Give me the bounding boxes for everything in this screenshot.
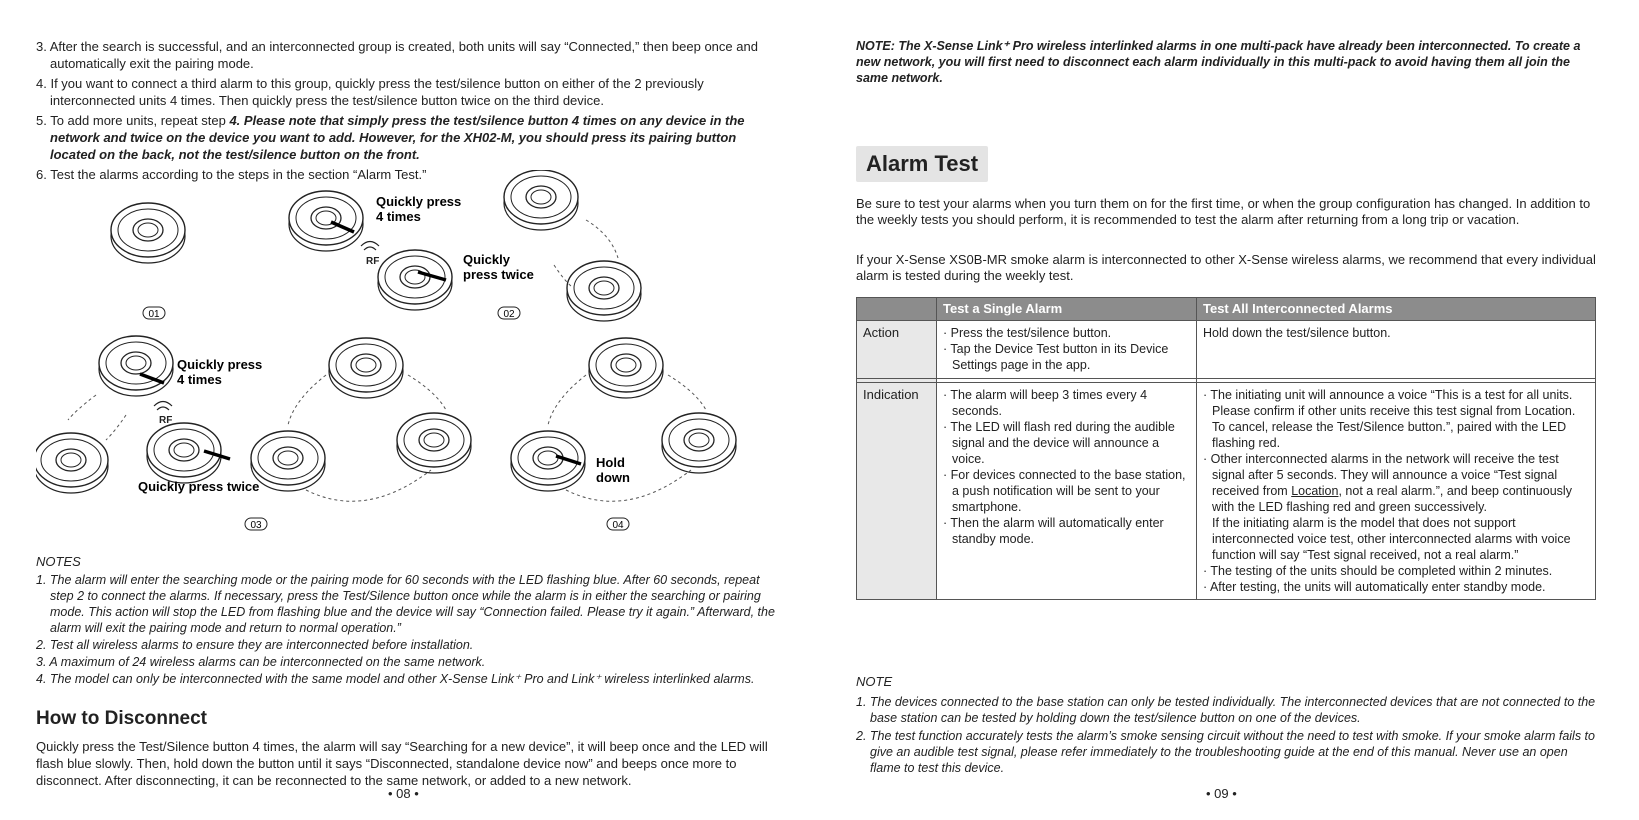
note-item: 1. The devices connected to the base station can only be tested individually. The interconnected devices that are not connected to the base station can be tested by holding down the test/silence button on one of the devices.	[856, 695, 1596, 725]
right-notes	[856, 674, 1596, 778]
step-number-03	[245, 518, 267, 531]
svg-text:RF: RF	[159, 415, 173, 426]
table-row-indication	[857, 383, 1596, 600]
note-item: 1. The alarm will enter the searching mode or the pairing mode for 60 seconds with the LED flashing blue. After 60 seconds, repeat step 2 to connect the alarms. If necessary, press the Test/Silence button once while the alarm is in either the searching or pairing mode. This action will stop the LED from flashing blue and the device will say “Connection failed. Please try it again.” Afterward, the alarm will exit the pairing mode and return to normal operation.”	[36, 573, 775, 635]
step-number-02	[498, 307, 520, 320]
alarm-unit	[589, 338, 663, 398]
indication-single-item: · The LED will flash red during the audible signal and the device will announce a voice.	[943, 420, 1175, 466]
indication-all-item: If the initiating alarm is the model that does not support interconnected voice test, other interconnected alarms with voice function will say “Test signal received, not a real alarm.”	[1212, 516, 1571, 562]
table-header-blank	[857, 298, 937, 321]
connection-dashed-line	[548, 375, 586, 425]
indication-all-item: · After testing, the units will automatically enter standby mode.	[1203, 580, 1546, 594]
label-press-twice: press twice	[463, 267, 534, 282]
connection-dashed-line	[586, 220, 618, 258]
action-single-item: · Press the test/silence button.	[943, 326, 1112, 340]
svg-text:01: 01	[148, 309, 160, 320]
indication-single-item: · The alarm will beep 3 times every 4 seconds.	[943, 388, 1148, 418]
step-number-04	[607, 518, 629, 531]
right-page	[856, 0, 1596, 800]
note-item: 3. A maximum of 24 wireless alarms can be interconnected on the same network.	[36, 655, 486, 669]
label-4-times: 4 times	[376, 209, 421, 224]
alarm-test-interconnected: If your X-Sense XS0B-MR smoke alarm is interconnected to other X-Sense wireless alarms, we recommend that every individual alarm is tested during the weekly test.	[856, 252, 1596, 283]
note-item: 2. The test function accurately tests the alarm’s smoke sensing circuit without the need to test with smoke. If your smoke alarm fails to give an audible test signal, please refer immediately to the troubleshooting guide at the end of this manual. Never use an open flame to test this device.	[856, 729, 1595, 775]
indication-all-cell	[1197, 383, 1596, 600]
step-number-01	[143, 307, 165, 320]
alarm-test-table	[856, 297, 1596, 600]
note-item: 4. The model can only be interconnected with the same model and other X-Sense Link⁺ Pro and Link⁺ wireless interlinked alarms.	[36, 672, 755, 686]
label-quickly-press-twice: Quickly press twice	[138, 479, 260, 494]
pairing-steps	[36, 38, 776, 186]
table-row-action	[857, 321, 1596, 379]
table-header-all: Test All Interconnected Alarms	[1197, 298, 1596, 321]
step-5-text: 5. To add more units, repeat step	[36, 113, 230, 128]
alarm-test-heading: Alarm Test	[856, 146, 988, 182]
step-6: 6. Test the alarms according to the steps in the section “Alarm Test.”	[36, 167, 427, 182]
how-to-disconnect-heading: How to Disconnect	[36, 708, 208, 729]
alarm-unit	[36, 433, 108, 493]
indication-all-2a: · Other interconnected alarms in the network will receive the test signal after 5 seconds. They will announce a voice “Test signal received from	[1203, 452, 1559, 498]
indication-all-item: · The initiating unit will announce a voice “This is a test for all units. Please confirm if other units receive this test signal from Location. To cancel, release the Test/Silence button.”, paired with the LED flashing red.	[1203, 388, 1576, 450]
alarm-unit	[567, 261, 641, 321]
label-quickly-press-4: Quickly press	[376, 194, 462, 209]
rf-signal-icon	[361, 242, 379, 268]
indication-all-2b: , not a real alarm.”, and beep continuously with the LED flashing red and green successively.	[1212, 484, 1572, 514]
indication-all-item	[1203, 451, 1589, 515]
row-label-action: Action	[857, 321, 937, 379]
multipack-note: NOTE: The X-Sense Link⁺ Pro wireless interlinked alarms in one multi-pack have already been interconnected. To create a new network, you will first need to disconnect each alarm individually in this multi-pack to avoid having them all join the same network.	[856, 39, 1581, 85]
rf-label: RF	[366, 256, 380, 267]
indication-single-item: · Then the alarm will automatically enter standby mode.	[943, 516, 1164, 546]
alarm-unit	[397, 413, 471, 473]
label-4-times-b: 4 times	[177, 372, 222, 387]
label-hold: Hold	[596, 455, 625, 470]
alarm-unit	[289, 191, 363, 251]
table-header-single: Test a Single Alarm	[937, 298, 1197, 321]
connection-dashed-line	[408, 375, 446, 410]
connection-dashed-line	[668, 375, 706, 410]
step-4: 4. If you want to connect a third alarm to this group, quickly press the test/silence button on either of the 2 previously interconnected units 4 times. Then quickly press the test/silence button twice on the third device.	[36, 76, 704, 108]
note-title: NOTE	[856, 674, 893, 689]
page-number-08: • 08 •	[388, 786, 419, 801]
indication-all-item: · The testing of the units should be completed within 2 minutes.	[1203, 564, 1553, 578]
left-notes	[36, 554, 776, 688]
indication-single-cell	[937, 383, 1197, 600]
step-3: 3. After the search is successful, and an interconnected group is created, both units will say “Connected,” then beep once and automatically exit the pairing mode.	[36, 39, 758, 71]
note-item: 2. Test all wireless alarms to ensure they are interconnected before installation.	[36, 638, 474, 652]
page-number-09: • 09 •	[1206, 786, 1237, 801]
connection-dashed-line	[288, 375, 326, 425]
disconnect-text: Quickly press the Test/Silence button 4 times, the alarm will say “Searching for a new device”, it will beep once and the LED will flash blue slowly. Then, hold down the button until it says “Disconnected, standalone device now” and beeps once more to disconnect. After disconnecting, it can be reconnected to the same network, or added to a new network.	[36, 739, 768, 788]
action-all-cell: Hold down the test/silence button.	[1197, 321, 1596, 379]
action-single-cell	[937, 321, 1197, 379]
step-5	[36, 112, 776, 163]
alarm-unit	[504, 170, 578, 230]
left-page	[36, 0, 776, 800]
pairing-diagram	[36, 170, 776, 560]
action-single-item: · Tap the Device Test button in its Device Settings page in the app.	[943, 342, 1169, 372]
indication-single-item: · For devices connected to the base station, a push notification will be sent to your smartphone.	[943, 468, 1186, 514]
svg-text:04: 04	[612, 520, 624, 531]
alarm-unit	[329, 338, 403, 398]
pairing-diagram-svg	[36, 170, 776, 560]
label-quickly-press-4-b: Quickly press	[177, 357, 263, 372]
alarm-unit	[111, 203, 185, 263]
step-5-emphasis: 4. Please note that simply press the test/silence button 4 times on any device in the network and twice on the device you want to add. However, for the XH02-M, you should press its pairing button located on the back, not the test/silence button on the front.	[50, 113, 745, 162]
rf-signal-icon	[154, 402, 172, 427]
location-link: Location	[1291, 484, 1339, 498]
alarm-unit	[662, 413, 736, 473]
notes-title: NOTES	[36, 554, 81, 569]
alarm-unit	[251, 431, 325, 491]
row-label-indication: Indication	[857, 383, 937, 600]
svg-text:03: 03	[250, 520, 262, 531]
connection-dashed-line	[306, 470, 431, 501]
connection-dashed-line	[106, 415, 126, 440]
connection-dashed-line	[68, 395, 96, 420]
label-quickly: Quickly	[463, 252, 510, 267]
alarm-test-intro: Be sure to test your alarms when you turn them on for the first time, or when the group configuration has changed. In addition to the weekly tests you should perform, it is recommended to test the alarm after returning from a long trip or vacation.	[856, 196, 1591, 227]
svg-text:02: 02	[503, 309, 515, 320]
label-down: down	[596, 470, 630, 485]
alarm-unit	[99, 336, 173, 396]
table-header-row	[857, 298, 1596, 321]
